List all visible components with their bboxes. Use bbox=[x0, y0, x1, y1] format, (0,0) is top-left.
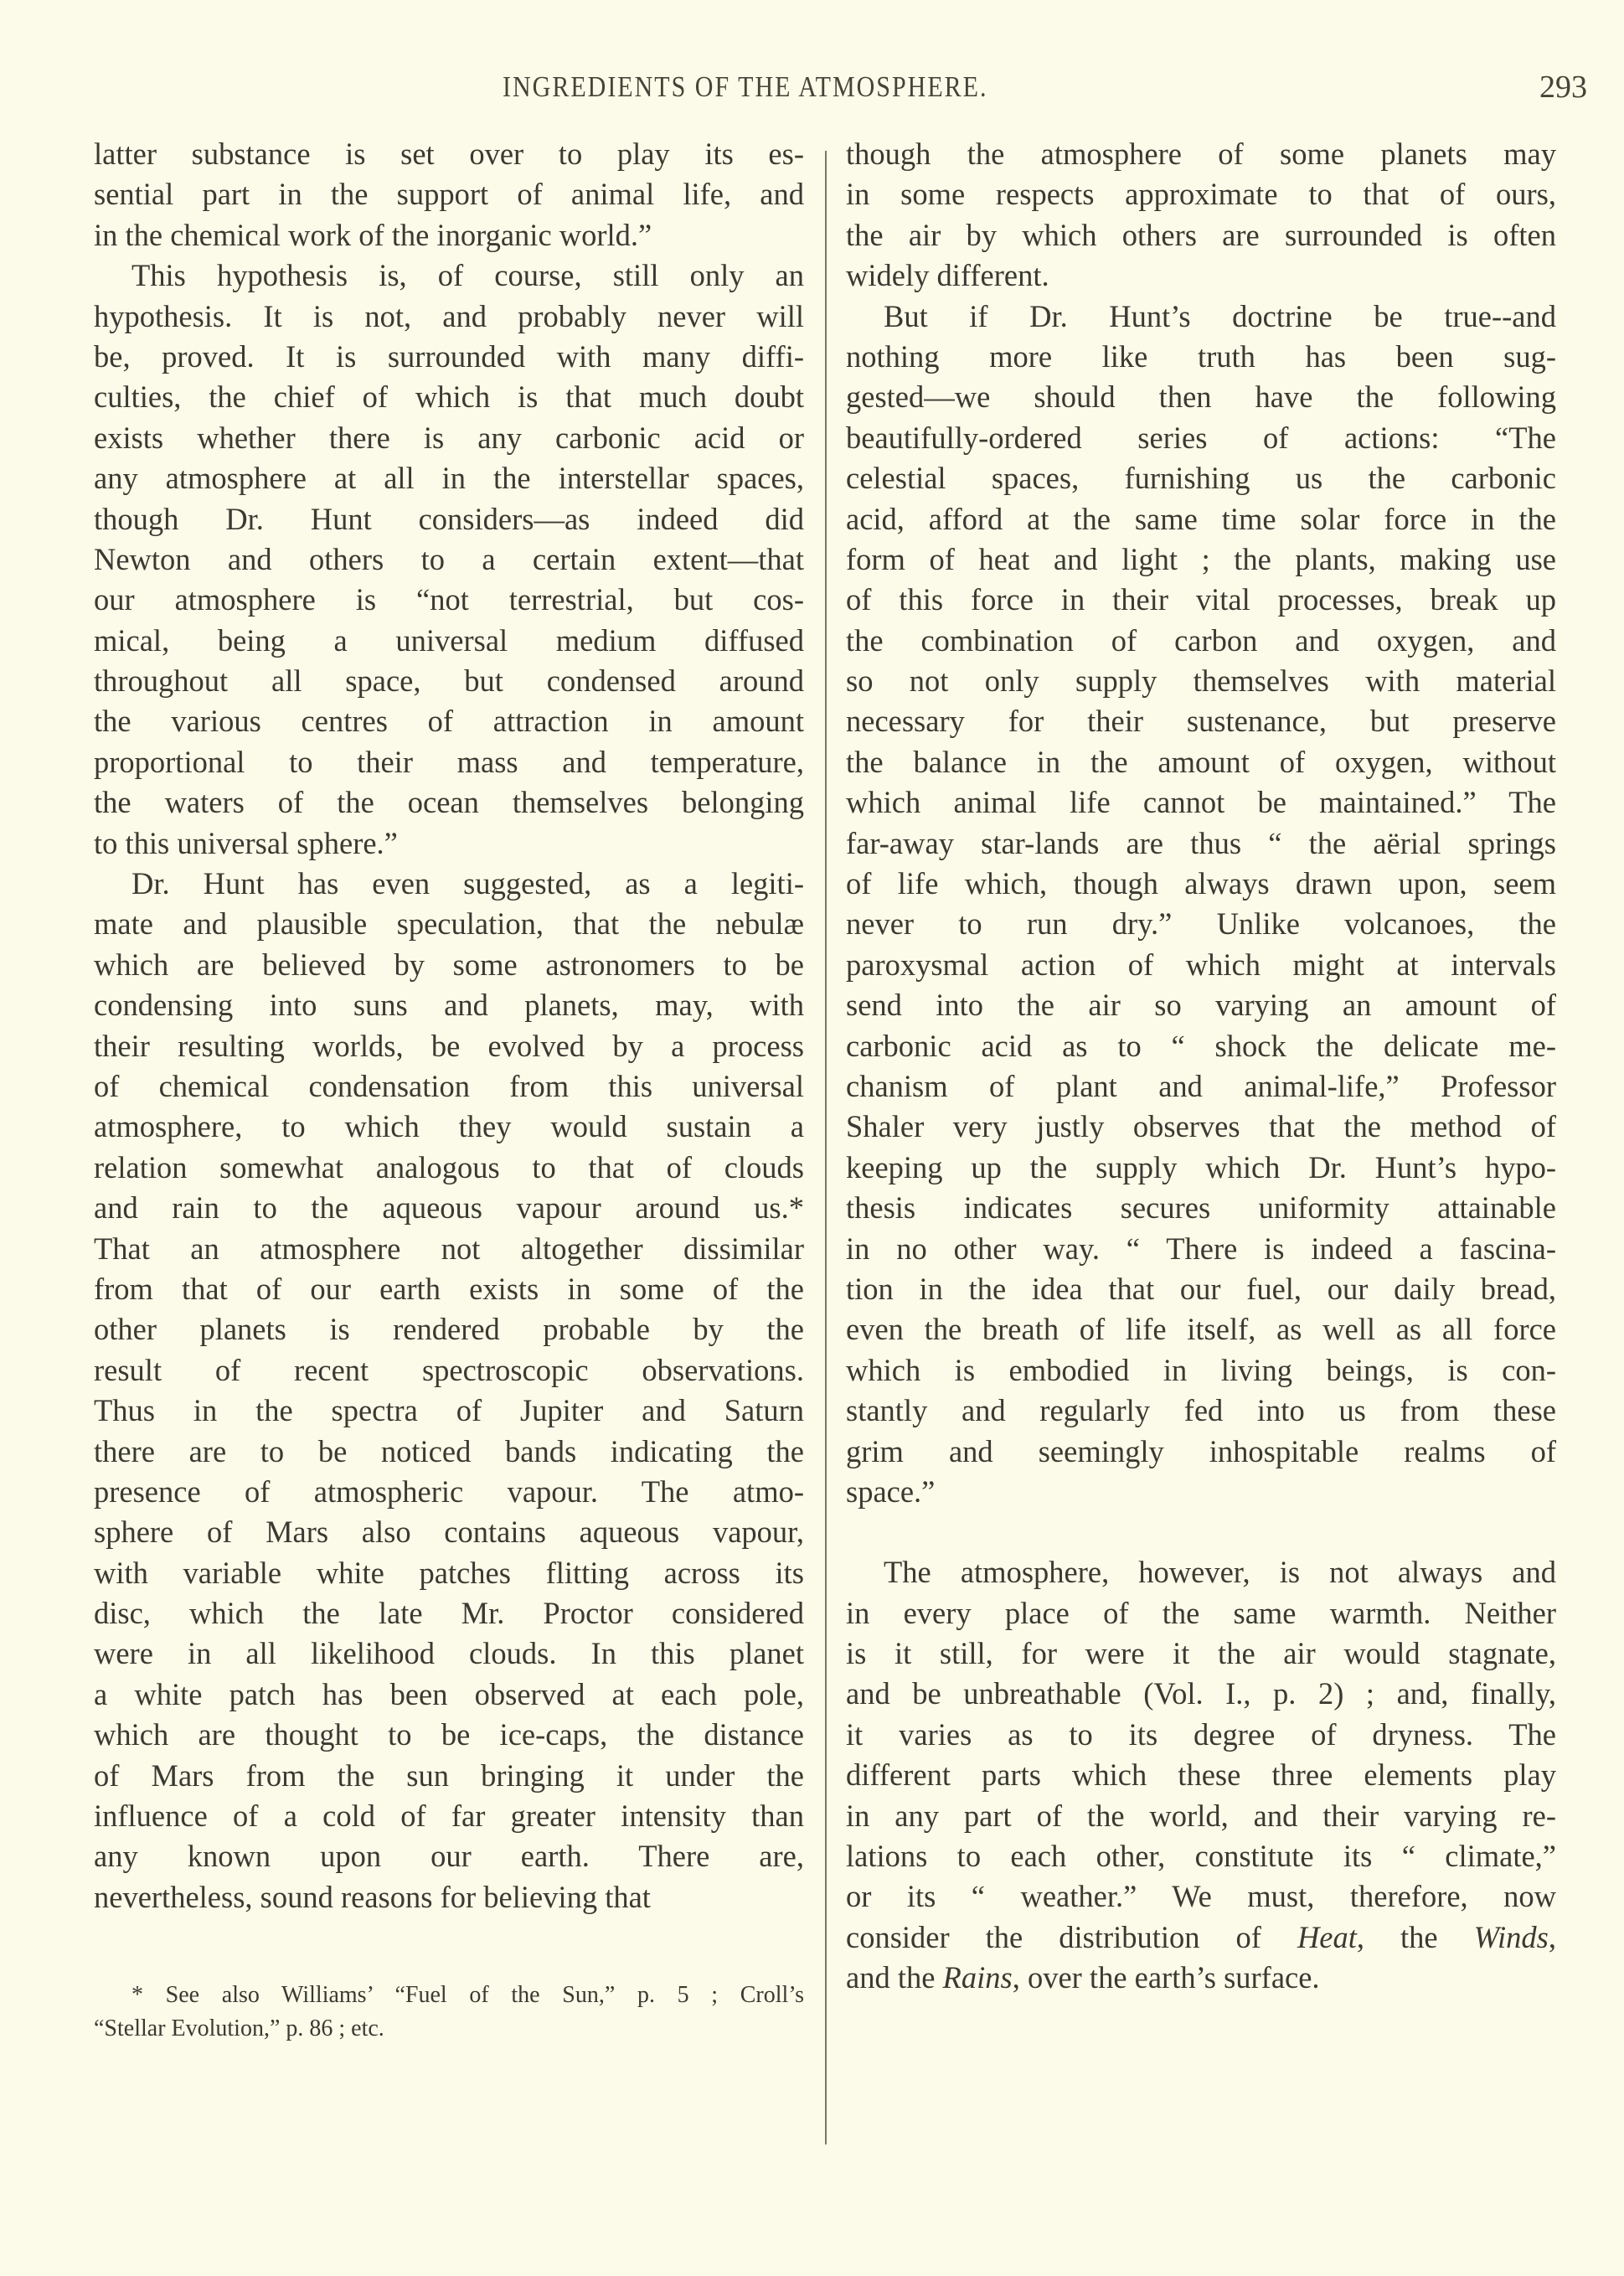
text-line: hypothesis. It is not, and probably never will bbox=[94, 298, 804, 333]
text-span: and the bbox=[846, 1960, 943, 1995]
text-line: exists whether there is any carbonic acid or bbox=[94, 420, 804, 455]
text-line: which is embodied in living beings, is con- bbox=[846, 1352, 1556, 1387]
running-title: INGREDIENTS OF THE ATMOSPHERE. bbox=[503, 71, 988, 103]
text-line: in no other way. “ There is indeed a fascina- bbox=[846, 1231, 1556, 1266]
text-line: thesis indicates secures uniformity attainable bbox=[846, 1190, 1556, 1226]
text-line: the balance in the amount of oxygen, without bbox=[846, 744, 1556, 779]
text-line: it varies as to its degree of dryness. The bbox=[846, 1716, 1556, 1752]
text-line: our atmosphere is “not terrestrial, but cos- bbox=[94, 582, 804, 617]
text-line: in some respects approximate to that of ours, bbox=[846, 177, 1556, 212]
text-line: result of recent spectroscopic observations. bbox=[94, 1352, 804, 1387]
text-span: , over the earth’s surface. bbox=[1012, 1960, 1320, 1995]
text-line: Thus in the spectra of Jupiter and Saturn bbox=[94, 1393, 804, 1428]
text-line: proportional to their mass and temperature, bbox=[94, 744, 804, 779]
text-line: keeping up the supply which Dr. Hunt’s hypo- bbox=[846, 1149, 1556, 1184]
text-line: lations to each other, constitute its “ climate,” bbox=[846, 1839, 1556, 1874]
text-line: though Dr. Hunt considers—as indeed did bbox=[94, 501, 804, 536]
text-line: throughout all space, but condensed around bbox=[94, 663, 804, 699]
text-line: widely different. bbox=[846, 258, 1049, 293]
text-line: in the chemical work of the inorganic world.” bbox=[94, 217, 652, 252]
text-line: is it still, for were it the air would stagnate, bbox=[846, 1636, 1556, 1671]
text-line: Shaler very justly observes that the method of bbox=[846, 1109, 1556, 1144]
text-line: stantly and regularly fed into us from these bbox=[846, 1393, 1556, 1428]
text-line: a white patch has been observed at each pole, bbox=[94, 1676, 804, 1711]
text-span: , bbox=[1548, 1919, 1556, 1954]
italic-heat: Heat bbox=[1297, 1919, 1357, 1954]
left-column bbox=[94, 134, 804, 1917]
text-line: and rain to the aqueous vapour around us.* bbox=[94, 1190, 804, 1226]
text-line: which animal life cannot be maintained.” The bbox=[846, 785, 1556, 820]
italic-rains: Rains bbox=[942, 1960, 1013, 1995]
text-line: latter substance is set over to play its es- bbox=[94, 137, 804, 171]
paragraph-gap bbox=[846, 1512, 1556, 1552]
text-line: nothing more like truth has been sug- bbox=[846, 338, 1556, 374]
text-line: But if Dr. Hunt’s doctrine be true--and bbox=[884, 298, 1556, 333]
text-line: celestial spaces, furnishing us the carbonic bbox=[846, 461, 1556, 496]
text-line: were in all likelihood clouds. In this planet bbox=[94, 1636, 804, 1671]
text-line: of chemical condensation from this universal bbox=[94, 1068, 804, 1103]
text-line: necessary for their sustenance, but preserve bbox=[846, 704, 1556, 739]
text-line: Dr. Hunt has even suggested, as a legiti- bbox=[131, 866, 804, 901]
text-line: space.” bbox=[846, 1473, 936, 1509]
text-line: acid, afford at the same time solar force in the bbox=[846, 501, 1556, 536]
text-line: of life which, though always drawn upon, seem bbox=[846, 866, 1556, 901]
text-line: gested—we should then have the following bbox=[846, 379, 1556, 415]
text-line: in any part of the world, and their varying re- bbox=[846, 1798, 1556, 1833]
footnote bbox=[94, 1979, 804, 2046]
text-line: beautifully-ordered series of actions: “The bbox=[846, 420, 1556, 455]
column-divider bbox=[825, 151, 827, 2144]
text-line: nevertheless, sound reasons for believing that bbox=[94, 1879, 651, 1914]
page-number: 293 bbox=[1539, 70, 1587, 105]
text-line: any known upon our earth. There are, bbox=[94, 1839, 804, 1874]
text-line: even the breath of life itself, as well as all force bbox=[846, 1312, 1556, 1347]
right-paragraphs bbox=[846, 134, 1556, 1512]
text-line: and be unbreathable (Vol. I., p. 2) ; and, finally, bbox=[846, 1676, 1556, 1711]
italic-winds: Winds bbox=[1473, 1919, 1549, 1954]
text-line: tion in the idea that our fuel, our daily bread, bbox=[846, 1271, 1556, 1306]
text-line: though the atmosphere of some planets may bbox=[846, 137, 1556, 171]
text-line: sential part in the support of animal life, and bbox=[94, 177, 804, 212]
text-line: other planets is rendered probable by the bbox=[94, 1312, 804, 1347]
final-paragraph bbox=[846, 1552, 1556, 1917]
text-line: disc, which the late Mr. Proctor considered bbox=[94, 1596, 804, 1631]
text-line: any atmosphere at all in the interstellar spaces, bbox=[94, 461, 804, 496]
text-line: influence of a cold of far greater intensity than bbox=[94, 1799, 804, 1834]
text-line: the various centres of attraction in amount bbox=[94, 704, 804, 739]
text-line: their resulting worlds, be evolved by a process bbox=[94, 1028, 804, 1063]
text-line: “Stellar Evolution,” p. 86 ; etc. bbox=[94, 2015, 384, 2041]
text-line: in every place of the same warmth. Neither bbox=[846, 1595, 1556, 1630]
text-line: grim and seemingly inhospitable realms of bbox=[846, 1433, 1556, 1468]
text-line: send into the air so varying an amount of bbox=[846, 988, 1556, 1023]
text-line: which are thought to be ice-caps, the distance bbox=[94, 1717, 804, 1752]
text-line: sphere of Mars also contains aqueous vapour, bbox=[94, 1515, 804, 1550]
text-line: the air by which others are surrounded is often bbox=[846, 217, 1556, 252]
text-line: be, proved. It is surrounded with many diffi- bbox=[94, 338, 804, 374]
text-line: of this force in their vital processes, break up bbox=[846, 582, 1556, 617]
text-line: carbonic acid as to “ shock the delicate me- bbox=[846, 1028, 1556, 1063]
text-span: , the bbox=[1356, 1919, 1474, 1954]
text-line: This hypothesis is, of course, still only an bbox=[131, 258, 804, 293]
text-line: the waters of the ocean themselves belonging bbox=[94, 785, 804, 820]
text-line: atmosphere, to which they would sustain a bbox=[94, 1109, 804, 1144]
text-line: to this universal sphere.” bbox=[94, 825, 398, 860]
text-line: so not only supply themselves with material bbox=[846, 663, 1556, 699]
text-line: That an atmosphere not altogether dissimilar bbox=[94, 1231, 804, 1266]
text-line: far-away star-lands are thus “ the aërial springs bbox=[846, 825, 1556, 860]
text-line: never to run dry.” Unlike volcanoes, the bbox=[846, 906, 1556, 942]
text-line: the combination of carbon and oxygen, and bbox=[846, 622, 1556, 658]
text-line: form of heat and light ; the plants, making use bbox=[846, 541, 1556, 576]
text-line: with variable white patches flitting across its bbox=[94, 1555, 804, 1590]
text-line: The atmosphere, however, is not always and bbox=[884, 1555, 1556, 1590]
text-line: chanism of plant and animal-life,” Professor bbox=[846, 1068, 1556, 1103]
text-line: which are believed by some astronomers to be bbox=[94, 947, 804, 982]
text-line: paroxysmal action of which might at intervals bbox=[846, 947, 1556, 982]
text-line: mate and plausible speculation, that the nebulæ bbox=[94, 906, 804, 942]
text-line: from that of our earth exists in some of the bbox=[94, 1271, 804, 1306]
text-line: mical, being a universal medium diffused bbox=[94, 622, 804, 658]
text-line: there are to be noticed bands indicating the bbox=[94, 1433, 804, 1468]
right-column bbox=[846, 134, 1556, 1999]
text-line-heat-winds bbox=[846, 1917, 1556, 1958]
text-span: consider the distribution of bbox=[846, 1919, 1297, 1954]
text-line: presence of atmospheric vapour. The atmo- bbox=[94, 1473, 804, 1509]
text-line: Newton and others to a certain extent—that bbox=[94, 541, 804, 576]
text-line: condensing into suns and planets, may, with bbox=[94, 988, 804, 1023]
text-line: different parts which these three elements play bbox=[846, 1757, 1556, 1793]
text-line: or its “ weather.” We must, therefore, now bbox=[846, 1879, 1556, 1914]
text-line: relation somewhat analogous to that of clouds bbox=[94, 1149, 804, 1184]
text-line: * See also Williams’ “Fuel of the Sun,” p. 5 ; Croll’s bbox=[131, 1982, 804, 2008]
text-line: of Mars from the sun bringing it under the bbox=[94, 1757, 804, 1793]
text-line: culties, the chief of which is that much doubt bbox=[94, 379, 804, 415]
text-line-rains bbox=[846, 1958, 1556, 1998]
